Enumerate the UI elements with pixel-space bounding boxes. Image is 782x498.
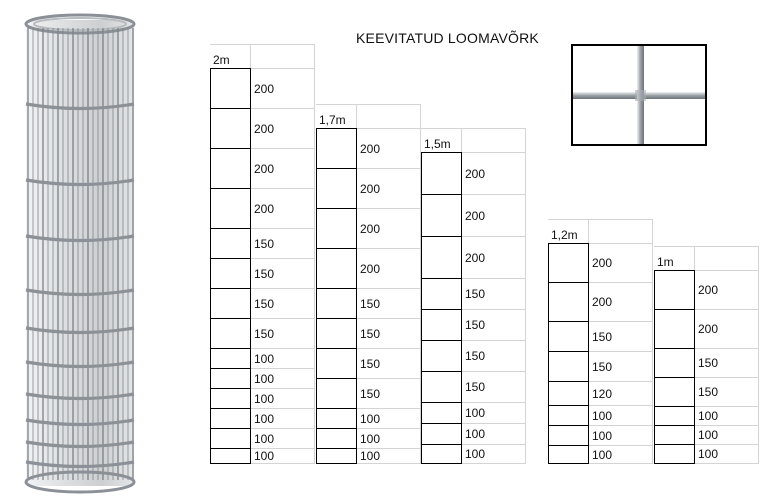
wire-gap-bar [210, 228, 251, 258]
spacing-value: 100 [462, 444, 526, 464]
wire-gap-bar [421, 423, 462, 444]
wire-gap-bar [316, 128, 357, 168]
spacing-value: 200 [589, 243, 653, 282]
wire-gap-bar [421, 194, 462, 236]
header-cell [589, 219, 653, 243]
spacing-value: 150 [251, 228, 315, 258]
wire-gap-bar [316, 318, 357, 348]
spacing-value: 100 [462, 423, 526, 444]
wire-gap-bar [210, 448, 251, 464]
spacing-value: 200 [251, 68, 315, 108]
spacing-value: 150 [695, 348, 759, 377]
spacing-value: 150 [357, 378, 421, 408]
wire-gap-bar [316, 408, 357, 428]
wire-gap-bar [316, 168, 357, 208]
wire-gap-bar [421, 309, 462, 340]
wire-gap-bar [210, 318, 251, 348]
spacing-value: 100 [589, 405, 653, 425]
wire-gap-bar [421, 402, 462, 423]
wire-gap-bar [548, 282, 589, 321]
spacing-value: 150 [251, 258, 315, 288]
height-label [421, 128, 462, 152]
spacing-value: 200 [695, 309, 759, 348]
wire-gap-bar [316, 428, 357, 448]
spacing-value: 200 [357, 128, 421, 168]
height-label-text: 1,5m [424, 137, 451, 151]
wire-gap-bar [316, 208, 357, 248]
fence-roll-image [18, 10, 142, 494]
spacing-value: 200 [695, 270, 759, 309]
spacing-value: 200 [357, 208, 421, 248]
wire-gap-bar [421, 340, 462, 371]
wire-gap-bar [210, 108, 251, 148]
spacing-value: 200 [462, 236, 526, 278]
spacing-value: 150 [357, 348, 421, 378]
spacing-value: 200 [462, 194, 526, 236]
wire-gap-bar [210, 288, 251, 318]
spacing-value: 200 [251, 148, 315, 188]
wire-gap-bar [210, 388, 251, 408]
wire-gap-bar [210, 348, 251, 368]
spacing-value: 100 [357, 428, 421, 448]
weld-knot-detail [571, 44, 707, 146]
spacing-value: 100 [462, 402, 526, 423]
wire-gap-bar [654, 309, 695, 348]
spacing-value: 100 [251, 348, 315, 368]
height-label-text: 1,2m [551, 228, 578, 242]
spacing-value: 200 [357, 168, 421, 208]
spacing-value: 100 [251, 428, 315, 448]
wire-gap-bar [654, 348, 695, 377]
wire-gap-bar [548, 381, 589, 405]
spacing-value: 100 [357, 448, 421, 464]
spacing-value: 150 [589, 321, 653, 351]
page-title: KEEVITATUD LOOMAVÕRK [356, 30, 539, 46]
wire-gap-bar [654, 377, 695, 406]
wire-gap-bar [421, 278, 462, 309]
wire-gap-bar [654, 425, 695, 444]
spacing-value: 100 [357, 408, 421, 428]
wire-gap-bar [316, 248, 357, 288]
spacing-value: 100 [695, 425, 759, 444]
wire-gap-bar [210, 148, 251, 188]
spacing-value: 150 [251, 288, 315, 318]
spacing-value: 200 [251, 188, 315, 228]
height-label [654, 246, 695, 270]
height-label-text: 2m [213, 53, 230, 67]
spacing-value: 100 [589, 425, 653, 445]
spacing-value: 150 [251, 318, 315, 348]
spacing-value: 200 [589, 282, 653, 321]
header-cell [695, 246, 759, 270]
height-label-text: 1,7m [319, 113, 346, 127]
wire-gap-bar [421, 371, 462, 402]
spacing-value: 100 [251, 368, 315, 388]
wire-gap-bar [316, 448, 357, 464]
wire-gap-bar [421, 444, 462, 464]
wire-gap-bar [210, 68, 251, 108]
height-label [548, 219, 589, 243]
spacing-value: 100 [251, 448, 315, 464]
spacing-value: 120 [589, 381, 653, 405]
wire-gap-bar [210, 368, 251, 388]
height-label [316, 104, 357, 128]
spacing-value: 150 [357, 288, 421, 318]
wire-gap-bar [210, 428, 251, 448]
height-label-text: 1m [657, 255, 674, 269]
spacing-value: 200 [357, 248, 421, 288]
spacing-value: 200 [462, 152, 526, 194]
spacing-value: 150 [462, 309, 526, 340]
spacing-value: 150 [462, 371, 526, 402]
spacing-value: 100 [695, 444, 759, 464]
wire-gap-bar [316, 348, 357, 378]
wire-gap-bar [548, 405, 589, 425]
wire-gap-bar [210, 188, 251, 228]
spacing-value: 100 [695, 406, 759, 425]
spacing-value: 150 [695, 377, 759, 406]
wire-gap-bar [548, 425, 589, 445]
wire-gap-bar [316, 288, 357, 318]
wire-gap-bar [421, 236, 462, 278]
header-cell [251, 44, 315, 68]
wire-gap-bar [548, 351, 589, 381]
wire-gap-bar [654, 270, 695, 309]
spacing-value: 100 [251, 388, 315, 408]
wire-gap-bar [654, 444, 695, 464]
wire-gap-bar [654, 406, 695, 425]
wire-gap-bar [421, 152, 462, 194]
spacing-value: 150 [462, 278, 526, 309]
header-cell [357, 104, 421, 128]
spacing-value: 100 [251, 408, 315, 428]
wire-gap-bar [548, 321, 589, 351]
header-cell [462, 128, 526, 152]
spacing-value: 150 [462, 340, 526, 371]
spacing-value: 150 [589, 351, 653, 381]
wire-gap-bar [210, 408, 251, 428]
wire-gap-bar [210, 258, 251, 288]
height-label [210, 44, 251, 68]
spacing-value: 200 [251, 108, 315, 148]
wire-gap-bar [316, 378, 357, 408]
wire-gap-bar [548, 445, 589, 464]
spacing-value: 150 [357, 318, 421, 348]
wire-gap-bar [548, 243, 589, 282]
spacing-value: 100 [589, 445, 653, 464]
